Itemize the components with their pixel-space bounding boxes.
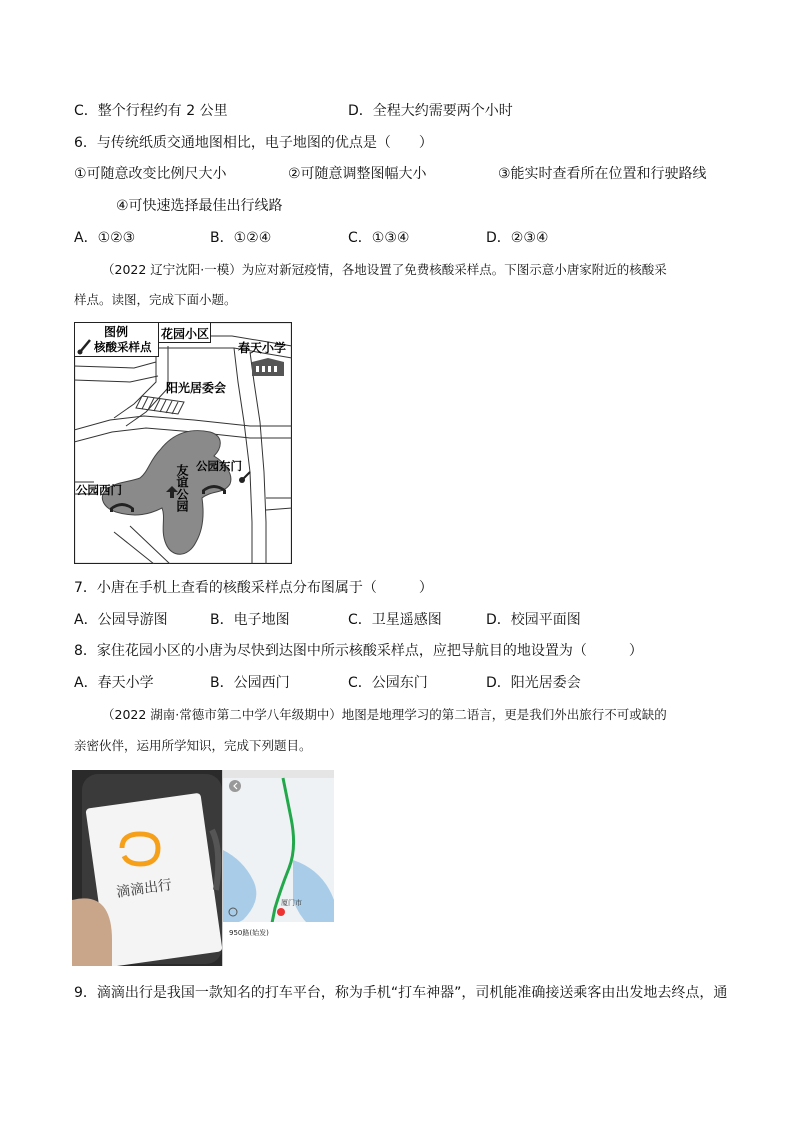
q9-stem: 9．滴滴出行是我国一款知名的打车平台，称为手机“打车神器”，司机能准确接送乘客由出发地去终点，通 — [74, 985, 728, 1001]
q8-option-b: B．公园西门 — [210, 675, 290, 691]
q8-option-a: A．春天小学 — [74, 675, 154, 691]
city-label: 厦门市 — [281, 899, 302, 907]
q7-stem: 7．小唐在手机上查看的核酸采样点分布图属于（ ） — [74, 580, 433, 596]
committee-label: 阳光居委会 — [166, 381, 227, 395]
sampling-point-map — [74, 322, 292, 564]
destination-pin-icon — [277, 908, 285, 916]
phone-route-map — [222, 770, 334, 966]
q5-option-d: D．全程大约需要两个小时 — [348, 103, 513, 119]
phone-photo — [72, 770, 222, 966]
q6-statement-2: ②可随意调整图幅大小 — [288, 166, 427, 182]
legend-item: 核酸采样点 — [94, 340, 152, 354]
q8-option-d: D．阳光居委会 — [486, 675, 581, 691]
legend-title: 图例 — [104, 325, 129, 339]
passage1-line2: 样点。读图，完成下面小题。 — [74, 292, 237, 307]
bus-route-label: 950路(始发) — [229, 929, 269, 937]
east-gate-label: 公园东门 — [196, 459, 242, 473]
q7-option-d: D．校园平面图 — [486, 612, 581, 628]
q6-stem: 6．与传统纸质交通地图相比，电子地图的优点是（ ） — [74, 135, 433, 151]
school-label: 春天小学 — [238, 341, 287, 355]
app-name: 滴滴出行 — [115, 877, 173, 901]
q6-option-b: B．①②④ — [210, 230, 272, 246]
passage2-line2: 亲密伙伴，运用所学知识，完成下列题目。 — [74, 738, 312, 753]
q7-option-a: A．公园导游图 — [74, 612, 168, 628]
q7-option-b: B．电子地图 — [210, 612, 290, 628]
passage1-line1: （2022 辽宁沈阳·一模）为应对新冠疫情，各地设置了免费核酸采样点。下图示意小唐家附近的核酸采 — [102, 262, 667, 277]
q7-option-c: C．卫星遥感图 — [348, 612, 442, 628]
q8-option-c: C．公园东门 — [348, 675, 428, 691]
passage2-line1: （2022 湖南·常德市第二中学八年级期中）地图是地理学习的第二语言，更是我们外出旅行不可或缺的 — [102, 707, 667, 722]
garden-community-label: 花园小区 — [161, 327, 210, 341]
q6-statement-3: ③能实时查看所在位置和行驶路线 — [498, 166, 707, 182]
q6-statement-4: ④可快速选择最佳出行线路 — [116, 198, 283, 214]
west-gate-label: 公园西门 — [76, 483, 122, 497]
q6-statement-1: ①可随意改变比例尺大小 — [74, 166, 227, 182]
q8-stem: 8．家住花园小区的小唐为尽快到达图中所示核酸采样点，应把导航目的地设置为（ ） — [74, 643, 643, 659]
q5-option-c: C．整个行程约有 2 公里 — [74, 103, 228, 119]
q6-option-a: A．①②③ — [74, 230, 136, 246]
q6-option-c: C．①③④ — [348, 230, 410, 246]
back-icon[interactable] — [229, 780, 241, 792]
q6-option-d: D．②③④ — [486, 230, 549, 246]
park-label: 友谊公园 — [175, 464, 189, 512]
